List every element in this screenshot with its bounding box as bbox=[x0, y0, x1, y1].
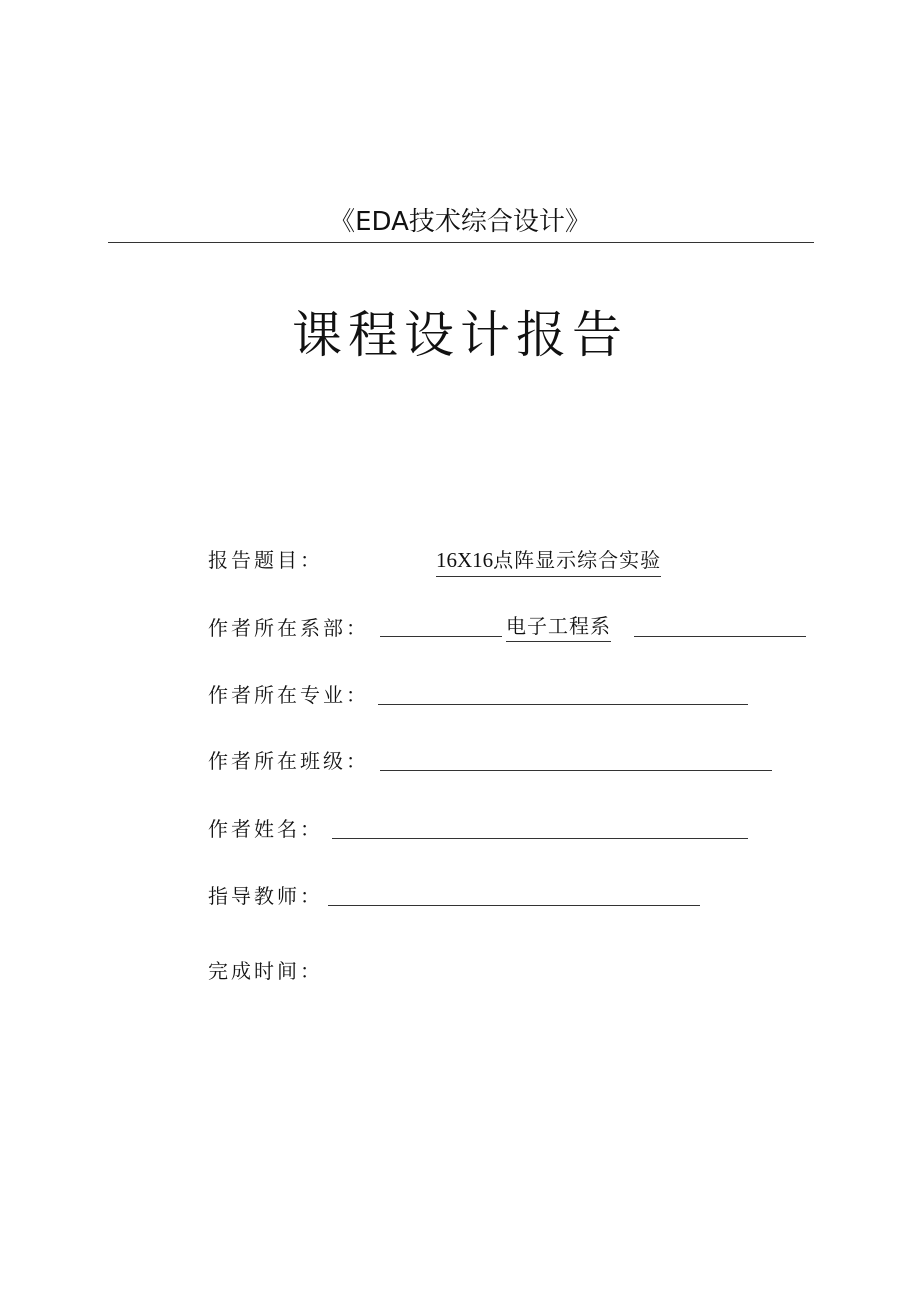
title-divider bbox=[108, 242, 814, 243]
department-blank-left bbox=[380, 636, 502, 637]
author-name-blank bbox=[332, 838, 748, 839]
department-value: 电子工程系 bbox=[506, 612, 611, 642]
department-blank-right bbox=[634, 636, 806, 637]
author-name-label: 作者姓名： bbox=[208, 817, 323, 841]
topic-value-code: 16X16 bbox=[436, 548, 494, 572]
advisor-label: 指导教师： bbox=[208, 884, 323, 908]
department-label: 作者所在系部： bbox=[208, 616, 369, 640]
course-title: 《EDA技术综合设计》 bbox=[329, 207, 591, 237]
topic-value bbox=[436, 546, 661, 577]
major-blank bbox=[378, 704, 748, 705]
topic-label: 报告题目： bbox=[208, 548, 323, 572]
report-title: 课程设计报告 bbox=[292, 306, 628, 364]
class-blank bbox=[380, 770, 772, 771]
topic-value-text: 点阵显示综合实验 bbox=[493, 550, 662, 572]
advisor-blank bbox=[328, 905, 700, 906]
completion-time-label: 完成时间： bbox=[208, 959, 323, 983]
major-label: 作者所在专业： bbox=[208, 683, 369, 707]
class-label: 作者所在班级： bbox=[208, 749, 369, 773]
